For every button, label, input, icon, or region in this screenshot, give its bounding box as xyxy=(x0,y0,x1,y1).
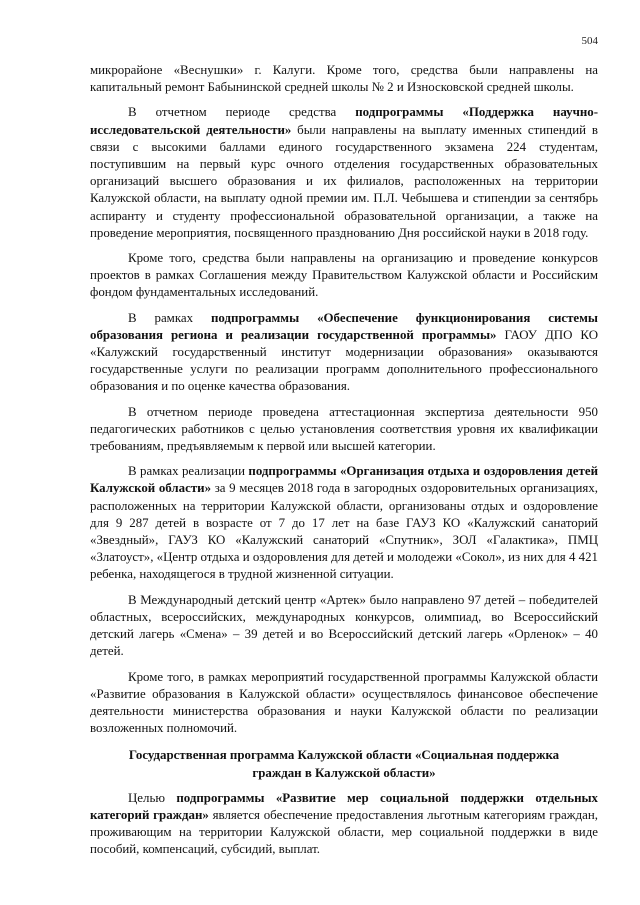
paragraph-2-subprogram: подпрограммы «Поддержка научно-исследовательской деятельности» xyxy=(90,105,599,137)
paragraph-4-subprogram: подпрограммы «Обеспечение функционирования системы образования региона и реализации государственной программы» xyxy=(90,310,598,342)
paragraph-1: микрорайоне «Веснушки» г. Калуги. Кроме того, средства были направлены на капитальный ремонт Бабынинской средней школы № 2 и Износковской средней школы. xyxy=(90,63,598,95)
paragraph-4-text: ГАОУ ДПО КО «Калужский государственный институт модернизации образования» оказываются государственные услуги по реализации программ дополнительного профессионального образования и по оценке качества образования. xyxy=(90,327,598,394)
paragraph-4-lead: В рамках xyxy=(128,310,211,325)
paragraph-8: Кроме того, в рамках мероприятий государственной программы Калужской области «Развитие образования в Калужской области» осуществлялось финансовое обеспечение деятельности министерства образования и науки Калужской области по реализации возложенных полномочий. xyxy=(90,669,598,736)
paragraph-9 xyxy=(90,790,598,859)
paragraph-6-text: за 9 месяцев 2018 года в загородных оздоровительных организациях, расположенных на территории Калужской области, организованы отдых и оздоровление для 9 287 детей в возрасте от 7 до 17 лет на базе ГАУЗ КО «Калужский санаторий «Звездный», ГАУЗ КО «Калужский санаторий «Спутник», ЗОЛ «Галактика», ПМЦ «Златоуст», «Центр отдыха и оздоровления для детей и молодежи «Сокол», из них для 4 421 ребенка, находящегося в трудной жизненной ситуации. xyxy=(90,481,599,582)
paragraph-5: В отчетном периоде проведена аттестационная экспертиза деятельности 950 педагогических работников с целью установления соответствия уровня их квалификации требованиям, предъявляемым к первой или высшей категории. xyxy=(90,404,598,454)
paragraph-6 xyxy=(90,463,598,583)
paragraph-9-subprogram: подпрограммы «Развитие мер социальной поддержки отдельных категорий граждан» xyxy=(90,790,599,822)
document-body xyxy=(90,62,598,867)
section-heading: Государственная программа Калужской области «Социальная поддержка граждан в Калужской области» xyxy=(128,748,560,780)
paragraph-2 xyxy=(90,104,598,242)
paragraph-2-text: были направлены на выплату именных стипендий в связи с высокими баллами единого государственного экзамена 224 студентам, поступившим на первый курс очного отделения государственных образовательных организаций высшего образования и их филиалов, расположенных на территории Калужской области, на выплату одной премии им. П.Л. Чебышева и стипендии за сентябрь аспиранту и студенту профессиональной образовательной организации, а также на проведение мероприятия, посвященного празднованию Дня российской науки в 2018 году. xyxy=(90,122,598,240)
paragraph-4 xyxy=(90,310,598,396)
paragraph-6-subprogram: подпрограммы «Организация отдыха и оздоровления детей Калужской области» xyxy=(90,464,599,496)
paragraph-6-lead: В рамках реализации xyxy=(128,464,249,479)
paragraph-9-lead: Целью xyxy=(128,790,177,805)
paragraph-7: В Международный детский центр «Артек» было направлено 97 детей – победителей областных, всероссийских, международных конкурсов, олимпиад, во Всероссийский детский лагерь «Смена» – 39 детей и во Всероссийский детский лагерь «Орленок» – 40 детей. xyxy=(90,592,598,659)
paragraph-2-lead: В отчетном периоде средства xyxy=(128,105,356,120)
page-number: 504 xyxy=(581,35,598,47)
paragraph-9-text: является обеспечение предоставления льготным категориям граждан, проживающим на территории Калужской области, мер социальной поддержки в виде пособий, компенсаций, субсидий, выплат. xyxy=(90,807,598,857)
paragraph-3: Кроме того, средства были направлены на организацию и проведение конкурсов проектов в рамках Соглашения между Правительством Калужской области и Российским фондом фундаментальных исследований. xyxy=(90,251,598,300)
